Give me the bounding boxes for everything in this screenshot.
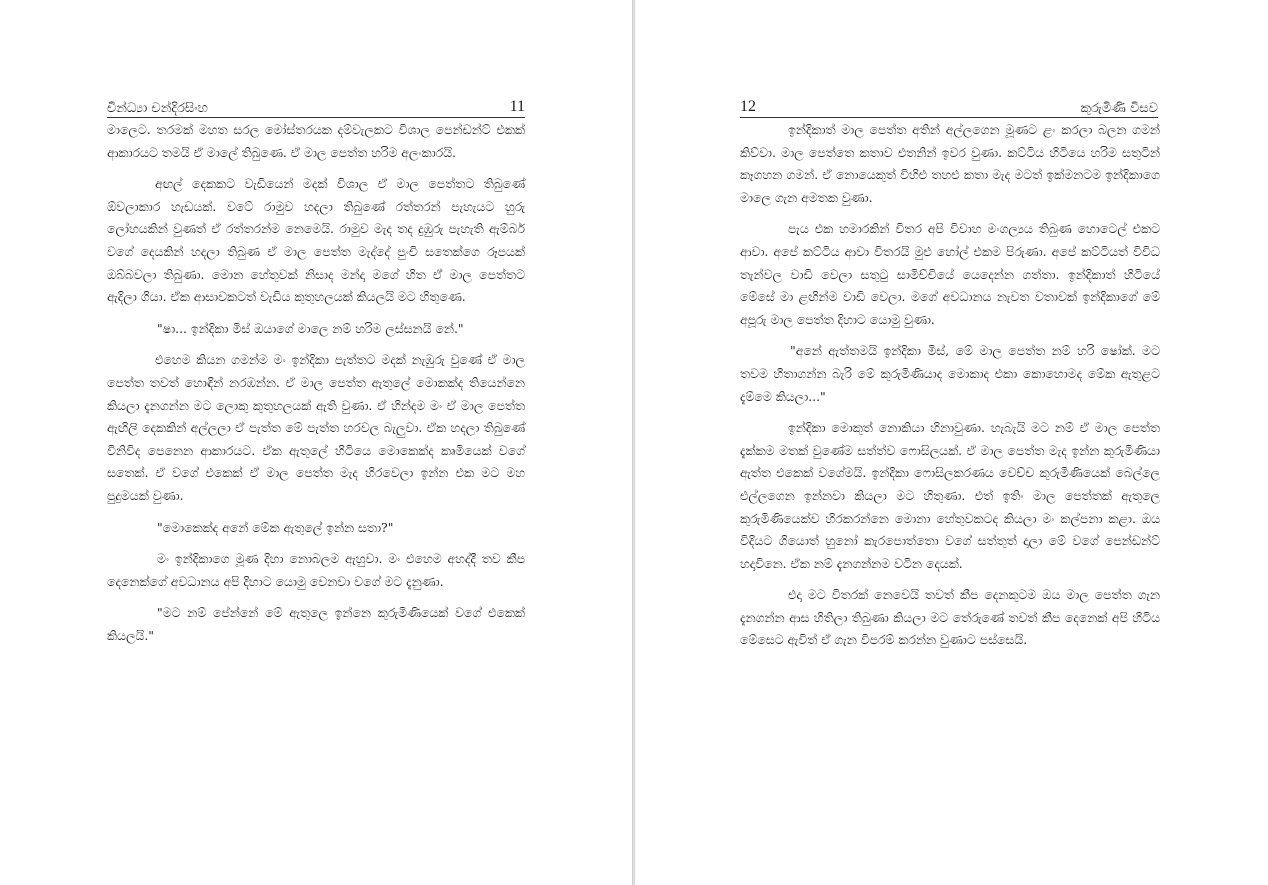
- paragraph: මාලෙට. තරමක් මහත සරල මෝස්තරයක දම්වැලකට විශාල පෙන්ඩන්ට් එකක් ආකාරයට තමයි ඒ මාලේ තිබුණෙ. ඒ මාල පෙත්ත හරිම අලංකාරයි.: [107, 122, 525, 160]
- paragraph: එහෙම කියන ගමන්ම මං ඉන්දිකා පැත්තට මදක් නැඹුරු වුණේ ඒ මාල පෙත්ත තවත් හොඳින් නරඹන්න. ඒ මාල පෙත්ත ඇතුලේ මොකක්ද තියෙන්නෙ කියලා දැනගන්න මට ලොකු කුතුහලයක් ඇති වුණා. ඒ හින්දම මං ඒ මාල පෙත්ත ඇඟිලි දෙකකින් අල්ලලා ඒ පැත්ත මේ පැත්ත හරවල බැලුවා. ඒක හදලා තිබුණේ විනිවිද පෙනෙන ආකාරයට. ඒක ඇතුලේ හිටියෙ මොකෙක්ද කෘමියෙක් වගේ සතෙක්. ඒ වගේ එකෙක් ඒ මාල පෙත්ත මැද හිරවෙලා ඉන්න එක මට මහ පුදුමයක් වුණා.: [107, 352, 525, 503]
- page-number: 12: [740, 98, 756, 115]
- header-rule: [107, 117, 525, 118]
- dialogue-paragraph: "අනේ ඇත්තමයි ඉන්දිකා මිස්, මේ මාල පෙත්ත නම් හරි ෂෝක්. මට තවම හිතාගන්න බැරි මේ කුරුමිණියාද මොකාද එකා කොහොමද මේක ඇතුළට දැම්මෙ කියලා...": [740, 343, 1160, 404]
- dialogue-paragraph: "මට නම් පේන්නේ මේ ඇතුලෙ ඉන්නෙ කුරුමිණියෙක් වගේ එකෙක් කියලයි.": [107, 605, 525, 643]
- paragraph: අඟල් දෙකකට වැඩියෙන් මදක් විශාල ඒ මාල පෙත්තට තිබුණේ ඕවලාකාර හැඩයක්. වටේ රාමුව හදලා තිබුණේ රත්තරන් පැහැයට හුරු ලෝහයකින් වුණත් ඒ රත්තරන්ම නෙමෙයි. රාමුව මැද තද දුඹුරු පැහැති ඇම්බර් වගේ දෙයකින් හදලා තිබුණ ඒ මාල පෙත්ත මැද්දේ පුංචි සතෙක්ගෙ රූපයක් ඔබ්බවලා තිබුණා. මොන හේතුවක් නිසාද මන්දා මගේ හිත ඒ මාල පෙත්තට ඇදිලා ගියා. ඒක ආසාවකටත් වැඩිය කුතුහලයක් කියලයි මට හිතුණෙ.: [107, 176, 525, 305]
- page-body: [740, 119, 1160, 661]
- author-name: චින්ධ්‍යා චන්දිරසිංහ: [107, 101, 208, 116]
- paragraph: ඉන්දිකා මොකුත් නොකියා හිනාවුණා. හැබැයි මට නම් ඒ මාල පෙත්ත දැක්කම මතක් වුණේම සත්ත්ව ෆොසිලයක්. ඒ මාල පෙත්ත මැද ඉන්න කුරුමිණියා ඇත්ත එකෙක් වගේමයි. ඉන්දිකා ෆොසිලකරණය වෙච්ච කුරුමිණියෙක් බෙල්ලෙ එල්ලගෙන ඉන්නවා කියලා මට හිතුණා. එත් ඉතිං මාල පෙත්තක් ඇතුලෙ කුරුමිණියෙක්ව හිරකරන්නෙ මොනා හේතුවකටද කියලා මං කල්පනා කළා. ඔය විදියට ගියොත් හුනෝ කැරපොත්තො වගේ සත්තුත් දාලා මේ වගේ පෙන්ඩන්ට් හදාවිනෙ. ඒක නම් දැනගන්නම වටින දෙයක්.: [740, 420, 1160, 571]
- dialogue-paragraph: "මොකෙක්ද අනේ මේක ඇතුලේ ඉන්න සතා?": [157, 519, 394, 535]
- paragraph: පැය එක හමාරකින් විතර අපි විවාහ මංගල්‍යය තිබුණ හොටෙල් එකට ආවා. අපේ කට්ටිය ආවා විතරයි මුළු හෝල් එකම පිරුණා. අපේ කට්ටියත් විවිධ තැන්වල වාඩි වෙලා සතුටු සාමිච්චියේ යෙදෙන්න ගත්තා. ඉන්දිකාත් හිටියේ මේසේ මා ළඟින්ම වාඩි වෙලා. මගේ අවධානය නැවත වතාවක් ඉන්දිකාගේ මේ අපූරු මාල පෙත්ත දිහාට යොමු වුණා.: [740, 221, 1160, 327]
- header-rule: [740, 117, 1158, 118]
- running-header: [740, 96, 1158, 116]
- page-body: [107, 119, 525, 656]
- running-header: [107, 96, 525, 116]
- right-page: [635, 0, 1268, 885]
- dialogue-paragraph: "ෂා... ඉන්දිකා මිස් ඔයාගේ මාලෙ නම් හරිම ලස්සනයි නේ.": [157, 320, 464, 336]
- page-number: 11: [509, 98, 525, 115]
- paragraph: ඉන්දිකාත් මාල පෙත්ත අතින් අල්ලගෙන මූණට ළං කරලා බලන ගමන් කිව්වා. මාල පෙත්තෙ කතාව එතනින් ඉවර වුණා. කට්ටිය හිටියෙ හරිම සතුටින් කෑගහන ගමන්. ඒ නොයෙකුත් විහිළු තහළු කතා මැද මටත් ඉක්මනටම ඉන්දිකාගෙ මාලෙ ගැන අමතක වුණා.: [740, 122, 1160, 205]
- book-title: කුරුමිණි විසව: [1080, 101, 1158, 116]
- paragraph: එදා මට විතරක් නෙවෙයි තවත් කීප දෙනකුටම ඔය මාල පෙත්ත ගැන දැනගන්න ආස හිතිලා තිබුණා කියලා මට තේරුණේ තවත් කීප දෙනෙක් අපි හිටිය මේසෙට ඇවිත් ඒ ගැන විපරම් කරන්න වුණාට පස්සෙයි.: [740, 587, 1160, 648]
- left-page: [0, 0, 632, 885]
- paragraph: මං ඉන්දිකාගෙ මූණ දිහා නොබලම ඇහුවා. මං එහෙම අහද්දී තව කීප දෙනෙක්ගේ අවධානය අපි දිහාට යොමු වෙනවා වගේ මට දැනුණා.: [107, 551, 525, 589]
